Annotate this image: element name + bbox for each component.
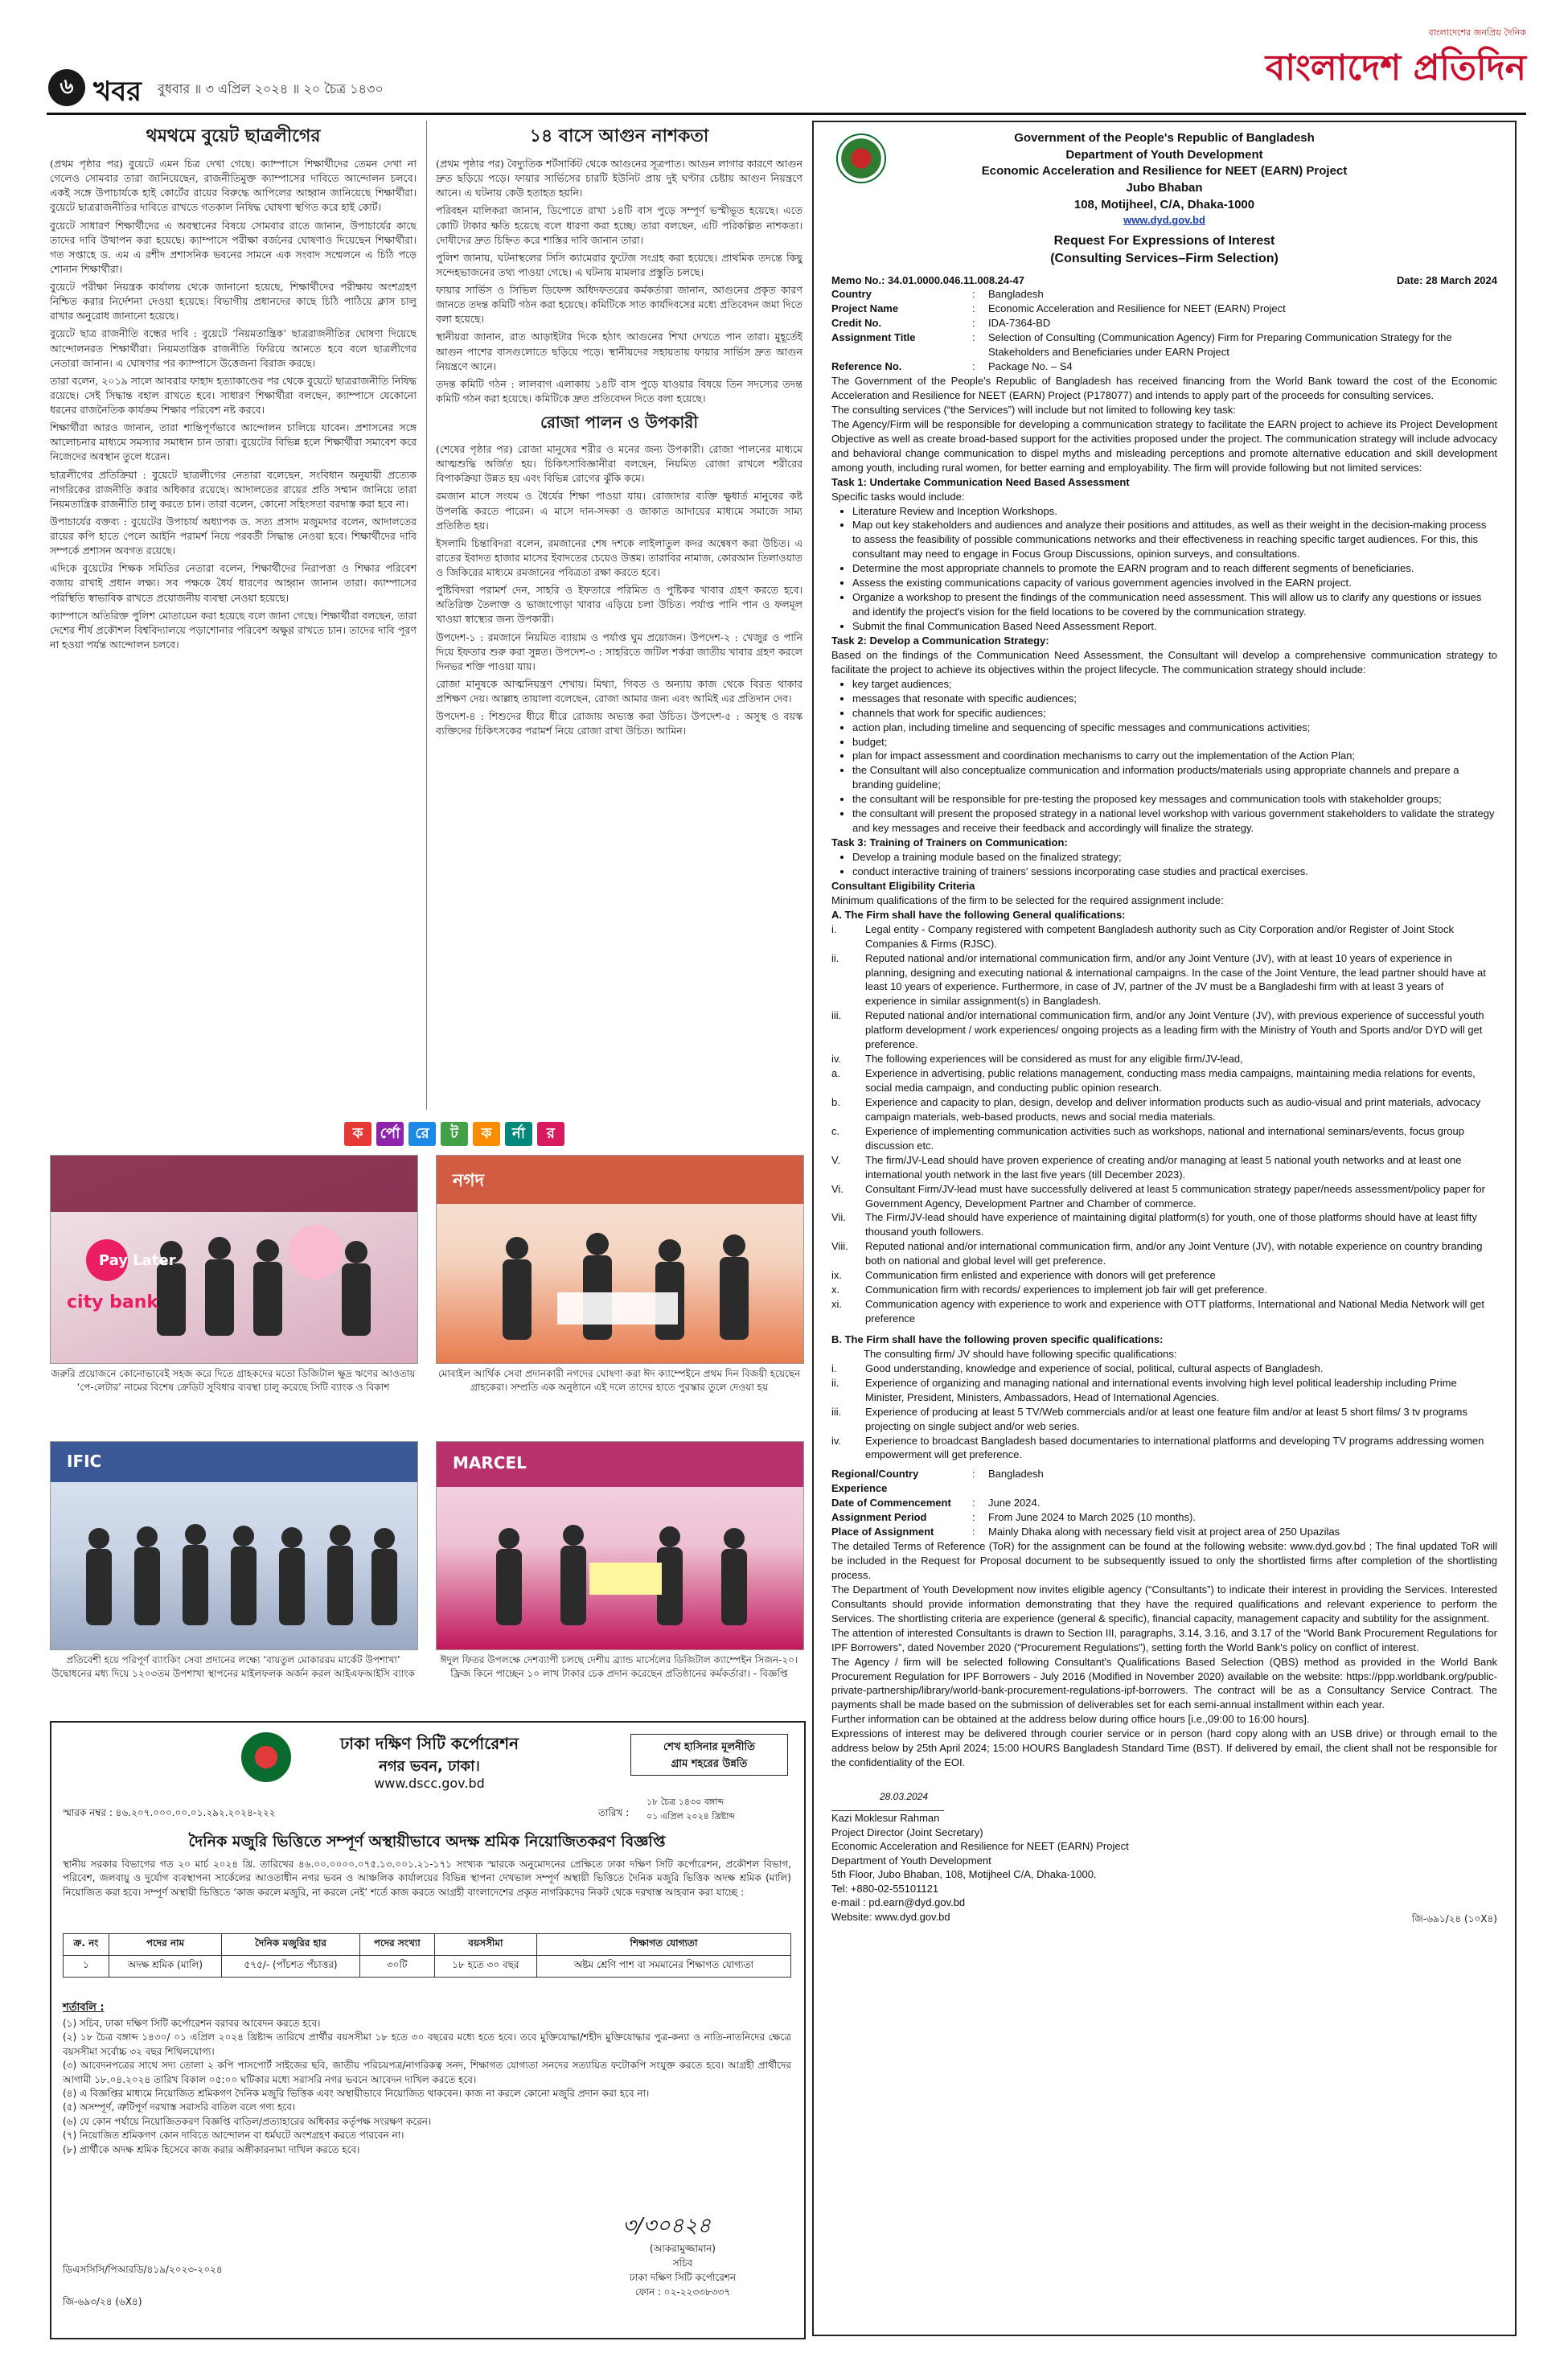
- article-headline-roza: রোজা পালন ও উপকারী: [540, 413, 699, 432]
- column-divider: [426, 121, 427, 1110]
- eoi-notice: [812, 121, 1517, 2336]
- photo-city-bank-brand: city bank: [67, 1292, 158, 1312]
- dscc-footer-code: ডিএসসিসি/পিআরডি/৪১৯/২০২৩-২০২৪: [63, 2264, 223, 2275]
- dscc-table-header-cell: বয়সসীমা: [434, 1934, 536, 1956]
- eoi-kv-row: [831, 359, 1497, 374]
- eoi-qualification-item: [831, 1434, 1497, 1463]
- photo-city-bank: [50, 1155, 418, 1364]
- eoi-qualification-item: [831, 1297, 1497, 1326]
- article-paragraph: বুয়েটে পরীক্ষা নিয়ন্ত্রক কার্যালয় থেকে জানানো হয়েছে, শিক্ষার্থীদের পরীক্ষায় অংশগ্রহণ নিশ্চিত করার নির্দেশনা দেওয়া হয়েছে। বিভাগীয় প্রধানদের কাছে চিঠি পাঠিয়ে ক্লাস চালু রাখার অনুরোধ জানানো হয়েছে।: [50, 281, 417, 322]
- photo-nagad: [436, 1155, 804, 1364]
- eoi-closing-paragraph: The detailed Terms of Reference (ToR) for the assignment can be found at the following website: www.dyd.gov.bd ; The final updated ToR will be included in the Request for Proposal document to be subsequently issued to only the shortlisted firms after completion of the shortlisting process.: [831, 1540, 1497, 1581]
- task3-title: Task 3: Training of Trainers on Communication:: [831, 836, 1068, 849]
- eoi-qualification-item: [831, 1095, 1497, 1124]
- article-paragraph: পুষ্টিবিদরা পরামর্শ দেন, সাহরি ও ইফতারে পরিমিত ও পুষ্টিকর খাবার গ্রহণ করতে হবে। অতিরিক্ত তৈলাক্ত ও ভাজাপোড়া খাবার এড়িয়ে চলা উচিত। পর্যাপ্ত পানি পান ও ফলমূল খাওয়া স্বাস্থ্যের জন্য উপকারী।: [436, 584, 802, 626]
- article-headline: থমথমে বুয়েট ছাত্রলীগের: [146, 126, 321, 146]
- eoi-title: Request For Expressions of Interest: [1053, 234, 1275, 248]
- dscc-date-label: তারিখ :: [598, 1807, 630, 1818]
- dscc-table-header-cell: পদের নাম: [109, 1934, 221, 1956]
- eoi-memo: Memo No.: 34.01.0000.046.11.008.24-47: [831, 273, 1024, 286]
- eoi-kv-value: Economic Acceleration and Resilience for NEET (EARN) Project: [988, 302, 1286, 315]
- section-name: খবর: [93, 76, 142, 108]
- article-body: [436, 157, 802, 406]
- dscc-building: নগর ভবন, ঢাকা।: [379, 1758, 480, 1775]
- dscc-table-header-cell: ক্র. নং: [64, 1934, 109, 1956]
- eoi-qualification-item: [831, 1008, 1497, 1052]
- dscc-notice: [50, 1721, 806, 2339]
- task3-list: [831, 850, 1497, 879]
- eoi-bhaban: Jubo Bhaban: [1126, 181, 1203, 195]
- dscc-signature: ৩/৩০৪২৪: [622, 2214, 712, 2238]
- eoi-list-item: • action plan, including timeline and sequencing of specific messages and communications activities;: [852, 721, 1497, 735]
- photo-ific-illustration: [51, 1442, 417, 1649]
- eoi-list-item: • channels that work for specific audiences;: [852, 706, 1497, 721]
- eoi-kv-key: Assignment Period: [831, 1511, 927, 1524]
- corporate-banner-letter: ক: [344, 1122, 371, 1146]
- eoi-signatory-line: Kazi Moklesur Rahman: [831, 1812, 940, 1825]
- dscc-slogan-line2: গ্রাম শহরের উন্নতি: [671, 1758, 748, 1770]
- dscc-table-cell: ৫৭৫/- (পাঁচশত পঁচাত্তর): [222, 1956, 360, 1978]
- header-divider: [47, 113, 1526, 115]
- eoi-qualification-item: [831, 1239, 1497, 1268]
- dscc-phone: ফোন : ০২-২২৩৩৮৩৩৭: [634, 2286, 731, 2298]
- eoi-list-item: • Assess the existing communications capacity of various government agencies involved in the EARN project.: [852, 576, 1497, 590]
- eoi-kv-row: [831, 1467, 1497, 1496]
- eoi-qualification-number: a.: [831, 1067, 840, 1080]
- eoi-kv-colon: :: [972, 302, 975, 315]
- eoi-kv-key: Assignment Title: [831, 331, 916, 344]
- dscc-table-cell: ১৮ হতে ৩০ বছর: [434, 1956, 536, 1978]
- dscc-table-header-cell: শিক্ষাগত যোগ্যতা: [536, 1934, 790, 1956]
- eoi-kv-colon: :: [972, 331, 975, 344]
- dscc-signer: [582, 2241, 783, 2299]
- criteria-intro: Minimum qualifications of the firm to be selected for the required assignment include:: [831, 893, 1224, 906]
- dscc-table-cell: ৩০টি: [359, 1956, 434, 1978]
- eoi-qualification-item: [831, 1182, 1497, 1211]
- article-bus-fire: [436, 121, 802, 1110]
- task1-sub: Specific tasks would include:: [831, 490, 965, 503]
- eoi-kv-key: Credit No.: [831, 317, 882, 330]
- eoi-gov: Government of the People's Republic of Bangladesh: [1014, 131, 1315, 145]
- dscc-table-header: [64, 1934, 791, 1956]
- photo-nagad-illustration: [437, 1156, 803, 1363]
- eoi-signatory-line: e-mail : pd.earn@dyd.gov.bd: [831, 1896, 966, 1909]
- eoi-qualification-item: [831, 1376, 1497, 1405]
- criteria-title: Consultant Eligibility Criteria: [831, 879, 975, 892]
- corporate-banner-letter: র্পো: [376, 1122, 404, 1146]
- eoi-qualification-text: The following experiences will be considered as must for any eligible firm/JV-lead,: [865, 1053, 1243, 1066]
- dscc-table-cell: ১: [64, 1956, 109, 1978]
- task2-list: [831, 677, 1497, 836]
- eoi-kv-key: Date of Commencement: [831, 1497, 951, 1509]
- eoi-qualification-text: The Firm/JV-lead should have experience of maintaining digital platform(s) for youth, one of those platforms should have at least fifty thousand youth followers.: [865, 1211, 1477, 1238]
- eoi-kv-colon: :: [972, 1468, 975, 1481]
- eoi-qualification-item: [831, 1124, 1497, 1153]
- article-paragraph: ফায়ার সার্ভিস ও সিভিল ডিফেন্স অধিদফতরের কর্মকর্তারা জানান, আগুনের প্রকৃত কারণ জানতে তদন্ত কমিটি গঠন করা হয়েছে। কমিটিকে সাত কার্যদিবসের মধ্যে প্রতিবেদন জমা দিতে বলা হয়েছে।: [436, 284, 802, 326]
- article-paragraph: ইসলামি চিন্তাবিদরা বলেন, রমজানের শেষ দশকে লাইলাতুল কদর অন্বেষণ করা উচিত। এ রাতের ইবাদত হাজার মাসের ইবাদতের চেয়েও উত্তম। তারাবির নামাজ, কোরআন তিলাওয়াত ও জিকিরের মাধ্যমে রমজানের পবিত্রতা রক্ষা করতে হবে।: [436, 536, 802, 578]
- eoi-signature-mark: [831, 1778, 944, 1811]
- article-paragraph: এদিকে বুয়েটের শিক্ষক সমিতির নেতারা বলেন, শিক্ষার্থীদের নিরাপত্তা ও শিক্ষার পরিবেশ বজায় রাখাই প্রধান লক্ষ্য। সব পক্ষকে ধৈর্য ধারণের আহ্বান জানান তারা। ক্যাম্পাসের পরিস্থিতি স্বাভাবিক রাখতে প্রয়োজনীয় ব্যবস্থা নেওয়া হয়েছে।: [50, 562, 417, 604]
- eoi-kv-value: IDA-7364-BD: [988, 317, 1051, 330]
- eoi-qualification-text: Communication firm enlisted and experience with donors will get preference: [865, 1269, 1216, 1282]
- eoi-qualification-text: Communication agency with experience to work and experience with OTT platforms, International and National Media Network will get preference: [865, 1298, 1485, 1325]
- eoi-project: Economic Acceleration and Resilience for NEET (EARN) Project: [981, 164, 1348, 179]
- eoi-dept: Department of Youth Development: [1065, 147, 1263, 162]
- section-b-title: B. The Firm shall have the following proven specific qualifications:: [831, 1333, 1164, 1345]
- article-paragraph: পুলিশ জানায়, ঘটনাস্থলের সিসি ক্যামেরার ফুটেজ সংগ্রহ করা হয়েছে। প্রাথমিক তদন্তে কিছু সন্দেহভাজনের তথ্য পাওয়া গেছে। এ ঘটনায় মামলার প্রস্তুতি চলছে।: [436, 251, 802, 278]
- eoi-qualification-item: [831, 1052, 1497, 1066]
- task2-title: Task 2: Develop a Communication Strategy:: [831, 634, 1049, 647]
- eoi-qualification-number: Vii.: [831, 1211, 846, 1224]
- article-paragraph: তদন্ত কমিটি গঠন : লালবাগ এলাকায় ১৪টি বাস পুড়ে যাওয়ার বিষয়ে তিন সদস্যের তদন্ত কমিটি গঠন করা হয়েছে। কমিটিকে দ্রুত প্রতিবেদন দিতে বলা হয়েছে।: [436, 377, 802, 405]
- task1-title: Task 1: Undertake Communication Need Based Assessment: [831, 475, 1130, 488]
- eoi-kv-key: Place of Assignment: [831, 1526, 934, 1538]
- eoi-date: Date: 28 March 2024: [1396, 273, 1497, 286]
- photo-city-bank-label: Pay Later: [99, 1252, 176, 1269]
- dscc-org-name: ঢাকা দক্ষিণ সিটি কর্পোরেশন: [339, 1734, 519, 1753]
- dscc-table-header-cell: পদের সংখ্যা: [359, 1934, 434, 1956]
- eoi-qualification-number: V.: [831, 1153, 841, 1166]
- eoi-qualification-item: [831, 951, 1497, 1009]
- eoi-qualification-text: Reputed national and/or international communication firm, and/or any Joint Venture (JV), with notable experience on country branding both on national and global level will get preference.: [865, 1240, 1483, 1267]
- dscc-date-bn: ১৮ চৈত্র ১৪৩০ বঙ্গাব্দ: [646, 1797, 724, 1807]
- eoi-list-item: • key target audiences;: [852, 677, 1497, 692]
- eoi-signatory-line: Department of Youth Development: [831, 1854, 991, 1867]
- eoi-closing-paragraph: The attention of interested Consultants is drawn to Section III, paragraphs, 3.14, 3.16, and 3.17 of the “World Bank Procurement Regulations for IPF Borrowers”, dated November 2020 (“Procurement Regulations”), setting forth the World Bank's policy on conflict of interest.: [831, 1626, 1497, 1653]
- eoi-list-item: • Literature Review and Inception Workshops.: [852, 504, 1497, 519]
- dscc-condition: (৬) যে কোন পর্যায়ে নিয়োজিতকরণ বিজ্ঞপ্তি বাতিল/প্রত্যাহারের অধিকার কর্তৃপক্ষ সংরক্ষণ করেন।: [63, 2115, 432, 2127]
- eoi-closing: [831, 1539, 1497, 1770]
- eoi-qualification-item: [831, 1283, 1497, 1297]
- eoi-kv-colon: :: [972, 317, 975, 330]
- eoi-qualification-text: The firm/JV-Lead should have proven experience of creating and/or managing at least 5 national youth networks and at least one international youth network in the last five years (till December 2023).: [865, 1153, 1462, 1181]
- eoi-kv-row: [831, 1496, 1497, 1510]
- eoi-kv-key: Country: [831, 288, 872, 301]
- task1-list: [831, 504, 1497, 634]
- eoi-qualification-number: iii.: [831, 1009, 842, 1022]
- eoi-qualification-number: i.: [831, 922, 837, 935]
- dscc-logo-icon: [241, 1732, 291, 1782]
- eoi-qualification-number: x.: [831, 1284, 840, 1296]
- eoi-qualification-item: [831, 1268, 1497, 1283]
- eoi-web-wrap: [831, 213, 1497, 228]
- eoi-signatory-line: Website: www.dyd.gov.bd: [831, 1910, 950, 1923]
- eoi-kv-row: [831, 302, 1497, 316]
- section-b-list: [831, 1362, 1497, 1463]
- eoi-list-item: • the Consultant will also conceptualize communication and information products/materials using appropriate channels and prepare a branding guideline;: [852, 763, 1497, 792]
- article-paragraph: রোজা মানুষকে আত্মনিয়ন্ত্রণ শেখায়। মিথ্যা, গিবত ও অন্যায় কাজ থেকে বিরত থাকার প্রশিক্ষণ দেয়। আল্লাহ তায়ালা বলেছেন, রোজা আমার জন্য এবং আমিই এর প্রতিদান দেব।: [436, 677, 802, 704]
- eoi-list-item: • Develop a training module based on the finalized strategy;: [852, 850, 1497, 865]
- dscc-website[interactable]: www.dscc.gov.bd: [374, 1776, 485, 1791]
- eoi-qualification-number: ii.: [831, 951, 839, 964]
- eoi-kv-value: Bangladesh: [988, 1468, 1044, 1481]
- eoi-qualification-text: Consultant Firm/JV-lead must have successfully delivered at least 5 communication strategy paper/needs assessment/policy paper for Government Agency, Development Partner and Chamber of commerce.: [865, 1182, 1485, 1210]
- eoi-qualification-number: Viii.: [831, 1240, 848, 1253]
- dscc-memo: স্মারক নম্বর : ৪৬.২০৭.০০০.০০.০১.২৯২.২০২৪-২২২: [63, 1807, 276, 1818]
- dscc-condition: (১) সচিব, ঢাকা দক্ষিণ সিটি কর্পোরেশন বরাবর আবেদন করতে হবে।: [63, 2018, 321, 2029]
- eoi-qualification-number: ix.: [831, 1269, 842, 1282]
- eoi-kv-colon: :: [972, 288, 975, 301]
- eoi-qualification-text: Good understanding, knowledge and experience of social, political, cultural aspects of Bangladesh.: [865, 1362, 1324, 1374]
- dscc-condition: (৭) নিয়োজিত শ্রমিকগণ কোন দাবিতে আন্দোলন বা ধর্মঘটে অংশগ্রহণ করতে পারবেন না।: [63, 2130, 404, 2142]
- dscc-table-wrap: [63, 1933, 791, 1978]
- eoi-signature-date: 28.03.2024: [880, 1791, 929, 1803]
- photo-ific-label: IFIC: [67, 1452, 102, 1471]
- article-paragraph: উপাচার্যের বক্তব্য : বুয়েটের উপাচার্য অধ্যাপক ড. সত্য প্রসাদ মজুমদার বলেন, আদালতের রায়ের কপি হাতে পেলে আইনি পরামর্শ নিয়ে পরবর্তী সিদ্ধান্ত নেওয়া হবে। শিক্ষার্থীদের দাবি সম্পর্কে প্রশাসন অবগত রয়েছে।: [50, 515, 417, 557]
- eoi-kv-colon: :: [972, 1497, 975, 1509]
- dscc-ad-code: জি-৬৯৩/২৪ (৬X৪): [63, 2296, 142, 2307]
- dscc-signer-org: ঢাকা দক্ষিণ সিটি কর্পোরেশন: [629, 2272, 737, 2283]
- photo-marcel-label: MARCEL: [453, 1453, 527, 1472]
- article-body: [50, 157, 417, 652]
- corporate-banner-letter: র্না: [505, 1122, 532, 1146]
- eoi-kv-row: [831, 316, 1497, 331]
- dscc-table: [63, 1933, 791, 1978]
- task2-intro: Based on the findings of the Communication Need Assessment, the Consultant will develop a comprehensive communication strategy to facilitate the project to achieve its objectives within the project lifecycle. The communication strategy should include:: [831, 648, 1497, 676]
- caption-nagad: মোবাইল আর্থিক সেবা প্রদানকারী নগদের ঘোষণা করা ঈদ ক্যাম্পেইনে প্রথম দিন বিজয়ী হয়েছেন গ্রাহকেরা। সম্প্রতি এক অনুষ্ঠানে এই দলে তাদের হাতে পুরস্কার তুলে দেওয়া হয়: [437, 1368, 801, 1393]
- dscc-slogan-box: [630, 1734, 788, 1776]
- eoi-website-link[interactable]: www.dyd.gov.bd: [1123, 214, 1205, 227]
- eoi-kv-row: [831, 331, 1497, 359]
- section-b-intro: The consulting firm/ JV should have following specific qualifications:: [864, 1347, 1177, 1360]
- dscc-slogan-line1: শেখ হাসিনার মূলনীতি: [663, 1741, 755, 1753]
- eoi-qualification-number: c.: [831, 1124, 840, 1137]
- eoi-qualification-number: b.: [831, 1095, 840, 1108]
- eoi-list-item: • Organize a workshop to present the findings of the communication need assessment. This will allow us to clarify any questions or issues and identify the project's vision for the field locations to be covered by the communication strategy.: [852, 590, 1497, 619]
- eoi-subtitle: (Consulting Services–Firm Selection): [1050, 252, 1279, 266]
- eoi-list-item: • the consultant will present the proposed strategy in a national level workshop with various government stakeholders to validate the strategy and key messages and receive their feedback and accordingly will finalize the strategy.: [852, 807, 1497, 836]
- eoi-closing-paragraph: Expressions of interest may be delivered through courier service or in person (hard copy along with an USB drive) or through email to the address below by 25th April 2024; 15:00 HOURS Bangladesh Standard Time (BST). If delivered by email, the client shall not be responsible for the confidentiality of the EOI.: [831, 1727, 1497, 1769]
- article-buet: [50, 121, 417, 1110]
- dscc-signer-title: সচিব: [672, 2257, 693, 2269]
- eoi-signatory-line: Economic Acceleration and Resilience for NEET (EARN) Project: [831, 1840, 1129, 1853]
- article-paragraph: তারা বলেন, ২০১৯ সালে আবরার ফাহাদ হত্যাকাণ্ডের পর থেকে বুয়েটে ছাত্ররাজনীতি নিষিদ্ধ রয়েছে। সেই সিদ্ধান্ত বহাল রাখতে হবে। সাধারণ শিক্ষার্থীরা বলছেন, ক্যাম্পাসে যেকোনো ধরনের রাজনৈতিক কার্যক্রম শিক্ষার পরিবেশ নষ্ট করবে।: [50, 374, 417, 416]
- dscc-intro: স্থানীয় সরকার বিভাগের গত ২০ মার্চ ২০২৪ খ্রি. তারিখের ৪৬.০০.০০০০.০৭৫.১৩.০০১.২১-১৭১ সংখ্যক স্মারকে অনুমোদনের প্রেক্ষিতে ঢাকা দক্ষিণ সিটি কর্পোরেশন, প্রকৌশল বিভাগ, পরিবেশ, জলবায়ু ও দুর্যোগ ব্যবস্থাপনা সার্কেলের আওতাধীন নগর ভবন ও আঞ্চলিক কার্যালয়ের বিভিন্ন স্থাপনা দেখভাল সম্পূর্ণ অস্থায়ী ভিত্তিতে দৈনিক মজুরি ভিত্তিক অদক্ষ শ্রমিক (মালি) নিয়োজিত করা হবে। সম্পূর্ণ অস্থায়ী ভিত্তিতে ‘কাজ করলে মজুরি, না করলে নেই’ শর্তে কাজ করতে আগ্রহী বাংলাদেশের প্রকৃত নাগরিকদের নিকট থেকে দরখাস্ত আহবান করা যাচ্ছে :: [63, 1859, 791, 1898]
- eoi-qualification-text: Experience of organizing and managing national and international events involving high level political leadership including Prime Minister, President, Ministers, Ambassadors, Head of International Agencies.: [865, 1376, 1457, 1403]
- dscc-table-cell: অদক্ষ শ্রমিক (মালি): [109, 1956, 221, 1978]
- eoi-kv-row: [831, 287, 1497, 302]
- article-headline: ১৪ বাসে আগুন নাশকতা: [529, 126, 709, 146]
- article-paragraph: বুয়েটে ছাত্র রাজনীতি বন্ধের দাবি : বুয়েটে ‘নিয়মতান্ত্রিক’ ছাত্ররাজনীতির ঘোষণা দিয়েছে আন্দোলনরত শিক্ষার্থীরা। নিয়মতান্ত্রিক রাজনীতি ফিরিয়ে আনতে হবে বলে ছাত্রলীগের নেতারা জানান। এ ঘোষণার পর ক্যাম্পাসে উত্তেজনা বিরাজ করছে।: [50, 327, 417, 369]
- page-header: [0, 0, 1568, 108]
- eoi-signatory-line: 5th Floor, Jubo Bhaban, 108, Motijheel C/A, Dhaka-1000.: [831, 1868, 1097, 1881]
- eoi-qualification-text: Reputed national and/or international communication firm, and/or any Joint Venture (JV), with previous experience of successful youth platform development / work experiences/ ongoing projects as a leading firm with the Ministry of Youth and Sports and/or DYD will get preference.: [865, 1009, 1484, 1051]
- dscc-conditions: [63, 2017, 791, 2157]
- eoi-kv-value: Mainly Dhaka along with necessary field visit at project area of 250 Upazilas: [988, 1526, 1340, 1538]
- eoi-p3: The Agency/Firm will be responsible for developing a communication strategy to facilitate the EARN project to achieve its Project Development Objective as well as create broad-based support for the activities proposed under the project. The communication strategy will include advocacy and behavioral change communication to dispel myths and misleading perceptions and promote alternative education and skill development among youth, including rural women, for better earning and employability. The firm will provide following but not limited services:: [831, 417, 1497, 474]
- masthead-tagline: বাংলাদেশের জনপ্রিয় দৈনিক: [1428, 27, 1526, 38]
- article-paragraph: ছাত্রলীগের প্রতিক্রিয়া : বুয়েটে ছাত্রলীগের নেতারা বলেছেন, সংবিধান অনুযায়ী প্রত্যেক নাগরিকের রাজনীতি করার অধিকার রয়েছে। আদালতের রায়ের প্রতি সম্মান জানিয়ে তারা নিয়মতান্ত্রিক রাজনীতি চালু করতে চান। তারা বলেন, কোনো সহিংসতা বরদাস্ত করা হবে না।: [50, 468, 417, 510]
- eoi-qualification-number: i.: [831, 1362, 837, 1374]
- eoi-p2: The consulting services (“the Services”) will include but not limited to following key task:: [831, 403, 1236, 416]
- article-paragraph: (প্রথম পৃষ্ঠার পর) বৈদ্যুতিক শর্টসার্কিট থেকে আগুনের সূত্রপাত। আগুন লাগার কারণে আগুন দ্রুত ছড়িয়ে পড়ে। ফায়ার সার্ভিসের চারটি ইউনিট প্রায় দুই ঘণ্টার চেষ্টায় আগুন নিয়ন্ত্রণে আনে। এ ঘটনায় কেউ হতাহত হয়নি।: [436, 158, 802, 199]
- caption-city-bank: জরুরি প্রয়োজনে কোনোভাবেই সহজ করে দিতে গ্রাহকদের মতো ডিজিটাল ক্ষুদ্র ঋণের আওতায় ‘পে-লেটার’ নামের বিশেষ ক্রেডিট সুবিধার ব্যবস্থা চালু করেছে সিটি ব্যাংক ও বিকাশ: [51, 1368, 416, 1393]
- dscc-condition: (২) ১৮ চৈত্র বঙ্গাব্দ ১৪৩০/ ০১ এপ্রিল ২০২৪ খ্রিষ্টাব্দ তারিখে প্রার্থীর বয়সসীমা ১৮ হতে ৩০ বছরের মধ্যে হতে হবে। তবে মুক্তিযোদ্ধা/শহীদ মুক্তিযোদ্ধার পুত্র-কন্যা ও নাতি-নাতনিদের ক্ষেত্রে বয়সসীমা সর্বোচ্চ ৩২ বছর শিথিলযোগ্য।: [63, 2031, 791, 2057]
- eoi-qualification-item: [831, 1153, 1497, 1182]
- eoi-qualification-text: Experience and capacity to plan, design, develop and deliver information products such as audio-visual and print materials, advocacy campaign materials, web-based products, news and social media materials.: [865, 1095, 1481, 1123]
- article-paragraph: উপদেশ-১ : রমজানে নিয়মিত ব্যায়াম ও পর্যাপ্ত ঘুম প্রয়োজন। উপদেশ-২ : খেজুর ও পানি দিয়ে ইফতার শুরু করা সুন্নত। উপদেশ-৩ : সাহরিতে জটিল শর্করা জাতীয় খাবার গ্রহণ করলে দিনভর শক্তি পাওয়া যায়।: [436, 630, 802, 672]
- eoi-qualification-text: Experience in advertising, public relations management, conducting mass media campaigns, maintaining media relations for events, social media campaign, and conducting public opinion research.: [865, 1067, 1476, 1095]
- eoi-qualification-number: iv.: [831, 1053, 842, 1066]
- article-paragraph: শিক্ষার্থীরা আরও জানান, তারা শান্তিপূর্ণভাবে আন্দোলন চালিয়ে যাবেন। প্রশাসনের সঙ্গে আলোচনার মাধ্যমে সমস্যার সমাধান চান তারা। বুয়েটের বিভিন্ন হলে শিক্ষার্থীরা সমাবেশ করে নিজেদের অবস্থান তুলে ধরেন।: [50, 421, 417, 463]
- eoi-qualification-text: Experience of implementing communication activities such as workshops, national and international seminars/events, focus group discussion etc.: [865, 1124, 1464, 1152]
- article-paragraph: ক্যাম্পাসে অতিরিক্ত পুলিশ মোতায়েন করা হয়েছে বলে জানা গেছে। শিক্ষার্থীরা বলছেন, তারা দেশের শীর্ষ প্রকৌশল বিশ্ববিদ্যালয়ে পড়াশোনার পরিবেশ অক্ষুণ্ণ রাখতে চান। তাদের দাবি পূরণ না হওয়া পর্যন্ত আন্দোলন চলবে।: [50, 609, 417, 651]
- caption-marcel: ঈদুল ফিতর উপলক্ষে দেশব্যাপী চলছে দেশীয় ব্র্যান্ড মার্সেলের ডিজিটাল ক্যাম্পেইন সিজন-২০। ফ্রিজ কিনে পাচ্ছেন ১০ লাখ টাকার চেক প্রদান করেছেন প্রতিষ্ঠানের কর্মকর্তারা। - বিজ্ঞপ্তি: [440, 1654, 798, 1679]
- dscc-title: দৈনিক মজুরি ভিত্তিতে সম্পূর্ণ অস্থায়ীভাবে অদক্ষ শ্রমিক নিয়োজিতকরণ বিজ্ঞপ্তি: [188, 1833, 666, 1850]
- eoi-intro: The Government of the People's Republic of Bangladesh has received financing from the World Bank toward the cost of the Economic Acceleration and Resilience for NEET (EARN) Project (P178077) and intends to apply part of the proceeds for consulting services.: [831, 375, 1497, 402]
- eoi-qualification-number: Vi.: [831, 1182, 844, 1195]
- section-a-list: [831, 922, 1497, 1326]
- eoi-qualification-item: [831, 922, 1497, 951]
- eoi-qualification-item: [831, 1066, 1497, 1095]
- eoi-kv-row: [831, 1510, 1497, 1525]
- eoi-signatory: [831, 1811, 1497, 1924]
- dscc-conditions-title: শর্তাবলি :: [63, 2002, 105, 2014]
- eoi-signatory-line: Tel: +880-02-55101121: [831, 1882, 939, 1895]
- dscc-date-en: ০১ এপ্রিল ২০২৪ খ্রিষ্টাব্দ: [646, 1811, 736, 1822]
- eoi-qualification-text: Experience to broadcast Bangladesh based documentaries to international platforms and developing TV programs addressing women empowerment will get preference.: [865, 1434, 1484, 1461]
- eoi-qualification-item: [831, 1362, 1497, 1376]
- dscc-table-cell: অষ্টম শ্রেণি পাশ বা সমমানের শিক্ষাগত যোগ্যতা: [536, 1956, 790, 1978]
- eoi-list-item: • conduct interactive training of trainers' sessions incorporating case studies and practical exercises.: [852, 865, 1497, 879]
- eoi-address: 108, Motijheel, C/A, Dhaka-1000: [1073, 197, 1255, 212]
- eoi-qualification-number: xi.: [831, 1298, 842, 1311]
- eoi-kv-colon: :: [972, 1511, 975, 1524]
- article-paragraph: রমজান মাসে সংযম ও ধৈর্যের শিক্ষা পাওয়া যায়। রোজাদার ব্যক্তি ক্ষুধার্ত মানুষের কষ্ট উপলব্ধি করতে পারেন। এ মাসে দান-সদকা ও জাকাত আদায়ের মাধ্যমে সমাজে সাম্য প্রতিষ্ঠিত হয়।: [436, 490, 802, 532]
- article-paragraph: বুয়েটে সাধারণ শিক্ষার্থীদের এ অবস্থানের বিষয়ে সোমবার রাতে জানান, উপাচার্যের কাছে তাদের দাবি উত্থাপন করা হয়েছে। ক্যাম্পাসে পরীক্ষা বর্জনের ঘোষণাও দিয়েছেন শিক্ষার্থীরা। গত সপ্তাহে ড. এম এ রশীদ প্রশাসনিক ভবনের সামনে এক সংবাদ সম্মেলনে এ চিঠি পড়ে শোনান শিক্ষার্থীরা।: [50, 219, 417, 275]
- government-emblem-icon: [836, 133, 886, 183]
- eoi-kv-key: Reference No.: [831, 360, 902, 373]
- dscc-condition: (৪) এ বিজ্ঞপ্তির মাধ্যমে নিয়োজিত শ্রমিকগণ দৈনিক মজুরি ভিত্তিক এবং অস্থায়ীভাবে নিয়োজিত থাকবেন। কাজ না করলে কোনো মজুরি প্রদান করা হবে না।: [63, 2087, 650, 2099]
- eoi-list-item: • plan for impact assessment and coordination mechanisms to carry out the implementation of the Action Plan;: [852, 749, 1497, 763]
- eoi-memo-row: [831, 273, 1497, 288]
- eoi-kv-value: From June 2024 to March 2025 (10 months).: [988, 1511, 1196, 1524]
- corporate-banner-letter: ক: [473, 1122, 500, 1146]
- eoi-list-item: • the consultant will be responsible for pre-testing the proposed key messages and communication tools with stakeholder groups;: [852, 792, 1497, 807]
- eoi-kv-colon: :: [972, 1526, 975, 1538]
- eoi-closing-paragraph: Further information can be obtained at the address below during office hours [i.e.,09:00 to 16:00 hours].: [831, 1713, 1310, 1726]
- eoi-kv-row: [831, 1525, 1497, 1539]
- eoi-list-item: • Submit the final Communication Based Need Assessment Report.: [852, 619, 1497, 634]
- eoi-assignment-details: [831, 1467, 1497, 1539]
- dscc-table-row: [64, 1956, 791, 1978]
- eoi-kv-colon: :: [972, 360, 975, 373]
- masthead: [1266, 26, 1526, 100]
- eoi-qualification-text: Communication firm with records/ experiences to implement job fair will get preference.: [865, 1284, 1267, 1296]
- corporate-banner-letter: র: [537, 1122, 564, 1146]
- article-body-roza: [436, 442, 802, 738]
- dscc-condition: (৩) আবেদনপত্রের সাথে সদ্য তোলা ২ কপি পাসপোর্ট সাইজের ছবি, জাতীয় পরিচয়পত্র/নাগরিকত্ব সনদ, শিক্ষাগত যোগ্যতা সনদের সত্যায়িত ফটোকপি সংযুক্ত করতে হবে। আগ্রহী প্রার্থীদের আগামী ১৮.০৪.২০২৪ তারিখ বিকাল ০৫:০০ ঘটিকার মধ্যে সরাসরি নগর ভবনে আবেদন দাখিল করতে হবে।: [63, 2060, 791, 2085]
- eoi-kv-value: Package No. – S4: [988, 360, 1073, 373]
- eoi-qualification-text: Legal entity - Company registered with competent Bangladesh authority such as City Corporation and/or Register of Joint Stock Companies & Firms (RJSC).: [865, 922, 1454, 950]
- page-number-badge: ৬: [48, 69, 85, 106]
- eoi-kv-key: Regional/Country Experience: [831, 1468, 919, 1495]
- eoi-qualification-item: [831, 1210, 1497, 1239]
- masthead-title: বাংলাদেশ প্রতিদিন: [1265, 47, 1526, 88]
- corporate-corner-banner: [322, 1119, 587, 1148]
- eoi-key-values: [831, 287, 1497, 374]
- photo-marcel-illustration: [437, 1442, 803, 1649]
- article-paragraph: (প্রথম পৃষ্ঠার পর) বুয়েটে এমন চিত্র দেখা গেছে। ক্যাম্পাসে শিক্ষার্থীদের তেমন দেখা না গেলেও সোমবার তারা জানিয়েছেন, রাজনীতিমুক্ত ক্যাম্পাসের দাবিতে আন্দোলন চলবে। একই সঙ্গে উপাচার্যকে হাই কোর্টের রায়ের বিরুদ্ধে আপিলের আহ্বান জানিয়েছে শিক্ষার্থীরা। বুয়েটে ছাত্ররাজনীতির দাবিতে রাখতে গতকাল নিষিদ্ধ ঘোষণা স্থগিত করে হাই কোর্ট।: [50, 158, 417, 214]
- dateline: বুধবার ॥ ৩ এপ্রিল ২০২৪ ॥ ২০ চৈত্র ১৪৩০: [158, 81, 384, 97]
- eoi-qualification-number: iv.: [831, 1434, 842, 1447]
- dscc-signer-name: (আকরামুজ্জামান): [650, 2243, 716, 2254]
- dscc-condition: (৮) প্রার্থীকে অদক্ষ শ্রমিক হিসেবে কাজ করার অঙ্গীকারনামা দাখিল করতে হবে।: [63, 2143, 360, 2155]
- article-paragraph: উপদেশ-৪ : শিশুদের ধীরে ধীরে রোজায় অভ্যস্ত করা উচিত। উপদেশ-৫ : অসুস্থ ও বয়স্ক ব্যক্তিদের চিকিৎসকের পরামর্শ নিয়ে রোজা রাখা উচিত। আমিন।: [436, 710, 802, 737]
- eoi-qualification-number: iii.: [831, 1405, 842, 1418]
- photo-marcel: [436, 1441, 804, 1650]
- corporate-banner-letter: ট: [441, 1122, 468, 1146]
- photo-nagad-label: নগদ: [453, 1171, 485, 1191]
- eoi-kv-value: Selection of Consulting (Communication Agency) Firm for Preparing Communication Strategy for the Stakeholders and Beneficiaries under EARN Project: [988, 331, 1452, 359]
- section-a-title: A. The Firm shall have the following General qualifications:: [831, 908, 1126, 921]
- eoi-closing-paragraph: The Agency / firm will be selected following Consultant's Qualifications Based Selection (QBS) method as provided in the World Bank Procurement Regulation for IPF Borrowers - July 2016 (Modified in November 2020) available on the website: https://ppp.worldbank.org/public-private-partnership/library/world-bank-procurement-regulations-ipf-borrowers. The contract will be as a Consultancy Service Contract. The payments shall be made based on the submission of deliverables set for each semi-annual installment within each year.: [831, 1655, 1497, 1711]
- eoi-ad-code: জি-৬৯১/২৪ (১০X৪): [1411, 1913, 1497, 1925]
- eoi-kv-value: Bangladesh: [988, 288, 1044, 301]
- caption-ific: প্রতিবেশী হয়ে পরিপূর্ণ ব্যাংকিং সেবা প্রদানের লক্ষ্যে ‘বায়তুল মোকাররম মার্কেট উপশাখা’ উদ্বোধনের মধ্য দিয়ে ১২০৩তম উপশাখা স্থাপনের মাইলফলক অর্জন করল আইএফআইসি ব্যাংক: [51, 1654, 415, 1679]
- eoi-list-item: • Determine the most appropriate channels to promote the EARN program and to reach different segments of beneficiaries.: [852, 561, 1497, 576]
- eoi-kv-key: Project Name: [831, 302, 899, 315]
- dscc-table-header-cell: দৈনিক মজুরির হার: [222, 1934, 360, 1956]
- article-paragraph: (শেষের পৃষ্ঠার পর) রোজা মানুষের শরীর ও মনের জন্য উপকারী। রোজা পালনের মাধ্যমে আত্মশুদ্ধি অর্জিত হয়। চিকিৎসাবিজ্ঞানীরা বলছেন, নিয়মিত রোজা রাখলে শরীরের বিপাকক্রিয়া উন্নত হয় এবং বিভিন্ন রোগের ঝুঁকি কমে।: [436, 443, 802, 485]
- eoi-closing-paragraph: The Department of Youth Development now invites eligible agency (“Consultants”) to indicate their interest in providing the Services. Interested Consultants should provide information demonstrating that they have the required qualifications and relevant experience to perform the Services. The shortlisting criteria are experience (general & specific), financial capacity, management capacity and subtility for the assignment.: [831, 1583, 1497, 1624]
- eoi-list-item: • budget;: [852, 735, 1497, 750]
- eoi-qualification-text: Reputed national and/or international communication firm, and/or any Joint Venture (JV), with at least 10 years of experience in planning, designing and executing national & international campaigns. In the case of the Joint Venture, the lead partner should have at least 10 years of experience. Furthermore, in case of JV, partner of the JV must be a Bangladeshi firm with at least 3 years of experience in similar assignment(s) in Bangladesh.: [865, 951, 1486, 1008]
- eoi-qualification-number: ii.: [831, 1376, 839, 1389]
- corporate-banner-letter: রে: [408, 1122, 436, 1146]
- eoi-list-item: • Map out key stakeholders and audiences and analyze their positions and attitudes, as well as their weight in the decision-making process to assess the feasibility of possible communications networks and their effectiveness in reaching specific target audiences. For this, this consultant may need to engage in Focus Group Discussions, opinion surveys, and consultations.: [852, 518, 1497, 561]
- dscc-condition: (৫) অসম্পূর্ণ, ত্রুটিপূর্ণ দরখাস্ত সরাসরি বাতিল বলে গণ্য হবে।: [63, 2101, 296, 2113]
- eoi-qualification-text: Experience of producing at least 5 TV/Web commercials and/or at least one feature film and/or at least 5 short films/ 3 tv programs projecting on single subject and/or web series.: [865, 1405, 1467, 1432]
- eoi-list-item: • messages that resonate with specific audiences;: [852, 692, 1497, 706]
- eoi-signatory-line: Project Director (Joint Secretary): [831, 1826, 983, 1838]
- article-paragraph: স্থানীয়রা জানান, রাত আড়াইটার দিকে হঠাৎ আগুনের শিখা দেখতে পান তারা। মুহূর্তেই আগুন পাশের বাসগুলোতে ছড়িয়ে পড়ে। স্থানীয়দের সহায়তায় ফায়ার সার্ভিস দ্রুত আগুন নিয়ন্ত্রণে আনে।: [436, 331, 802, 372]
- eoi-kv-value: June 2024.: [988, 1497, 1041, 1509]
- article-paragraph: পরিবহন মালিকরা জানান, ডিপোতে রাখা ১৪টি বাস পুড়ে সম্পূর্ণ ভস্মীভূত হয়েছে। এতে কোটি টাকার ক্ষতি হয়েছে বলে ধারণা করা হচ্ছে। তারা বলছেন, এটি পরিকল্পিত নাশকতা। দোষীদের দ্রুত চিহ্নিত করে শাস্তির দাবি জানান তারা।: [436, 204, 802, 246]
- eoi-qualification-item: [831, 1405, 1497, 1434]
- photo-ific: [50, 1441, 418, 1650]
